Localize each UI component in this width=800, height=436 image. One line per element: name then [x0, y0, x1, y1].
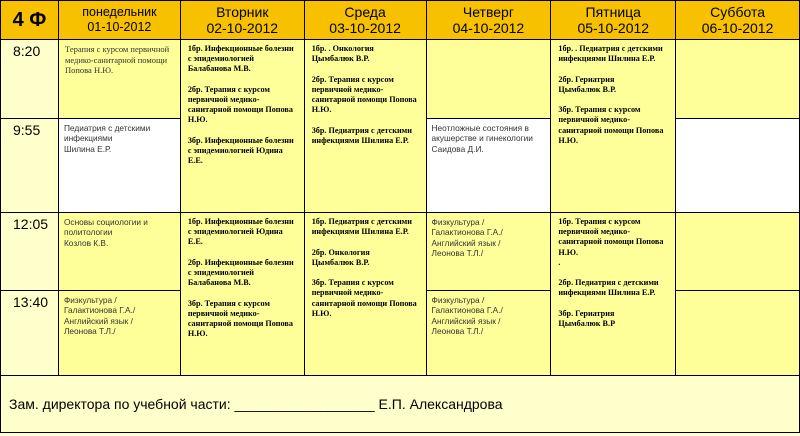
lesson-cell-thu-3: Физкультура / Галактионова Г.А./ Английский язык / Леонова Т.Л./ — [426, 213, 551, 291]
lesson-cell-thu-4: Физкультура / Галактионова Г.А./ Английский язык / Леонова Т.Л./ — [426, 291, 551, 376]
day-name: Суббота — [710, 4, 765, 20]
lesson-cell-sat-3 — [676, 213, 800, 291]
time-slot: 8:20 — [1, 40, 59, 119]
day-name: Пятница — [585, 4, 641, 20]
day-header-monday — [58, 1, 180, 40]
day-header-saturday — [676, 1, 800, 40]
day-name: Вторник — [216, 4, 269, 20]
lesson-cell-tue-am: 1бр. Инфекционные болезни с эпидемиологией Балабанова М.В. 2бр. Терапия с курсом первичной медико-санитарной помощи Попова Н.Ю. 3бр. Инфекционные болезни с эпидемиологией Юдина Е.Е. — [180, 40, 304, 213]
lesson-cell-tue-pm: 1бр. Инфекционные болезни с эпидемиологией Юдина Е.Е. 2бр. Инфекционные болезни с эпидемиологией Балабанова М.В. 3бр. Терапия с курсом первичной медико-санитарной помощи Попова Н.Ю. — [180, 213, 304, 376]
lesson-cell-mon-4: Физкультура / Галактионова Г.А./ Английский язык / Леонова Т.Л./ — [58, 291, 180, 376]
day-name: Четверг — [462, 4, 514, 20]
day-name: Среда — [344, 4, 386, 20]
lesson-cell-fri-pm: 1бр. Терапия с курсом первичной медико-санитарной помощи Попова Н.Ю. . 2бр. Педиатрия с детскими инфекциями Шилина Е.Р. 3бр. Гериатрия Цымбалюк В.Р — [551, 213, 676, 376]
header-row — [1, 1, 800, 40]
lesson-cell-mon-3: Основы социологии и политологии Козлов К.В. — [58, 213, 180, 291]
lesson-cell-mon-1: Терапия с курсом первичной медико-санитарной помощи Попова Н.Ю. — [58, 40, 180, 119]
day-date: 06-10-2012 — [701, 20, 774, 36]
time-slot: 13:40 — [1, 291, 59, 376]
day-date: 02-10-2012 — [206, 20, 279, 36]
footer-row — [1, 376, 800, 433]
time-slot: 12:05 — [1, 213, 59, 291]
lesson-cell-mon-2: Педиатрия с детскими инфекциями Шилина Е.Р. — [58, 119, 180, 213]
lesson-cell-wed-pm: 1бр. Педиатрия с детскими инфекциями Шилина Е.Р. 2бр. Онкология Цымбалюк В.Р. 3бр. Терапия с курсом первичной медико-санитарной помощи Попова Н.Ю. — [304, 213, 426, 376]
lesson-cell-wed-am: 1бр. . Онкология Цымбалюк В.Р. 2бр. Терапия с курсом первичной медико-санитарной помощи Попова Н.Ю. 3бр. Педиатрия с детскими инфекциями Шилина Е.Р. — [304, 40, 426, 213]
day-header-thursday — [426, 1, 551, 40]
period-row-3 — [1, 213, 800, 291]
lesson-cell-sat-1 — [676, 40, 800, 119]
lesson-cell-fri-am: 1бр. . Педиатрия с детскими инфекциями Шилина Е.Р. 2бр. Гериатрия Цымбалюк В.Р. 3бр. Терапия с курсом первичной медико-санитарной помощи Попова Н.Ю. — [551, 40, 676, 213]
time-slot: 9:55 — [1, 119, 59, 213]
day-header-tuesday — [180, 1, 304, 40]
lesson-cell-sat-2 — [676, 119, 800, 213]
day-header-wednesday — [304, 1, 426, 40]
day-date: 04-10-2012 — [452, 20, 525, 36]
day-header-friday — [551, 1, 676, 40]
signature-line: Зам. директора по учебной части: __________________ Е.П. Александрова — [1, 376, 800, 433]
day-date: 05-10-2012 — [577, 20, 650, 36]
day-date: 01-10-2012 — [87, 20, 152, 34]
period-row-1 — [1, 40, 800, 119]
group-label: 4 Ф — [1, 1, 59, 40]
lesson-cell-sat-4 — [676, 291, 800, 376]
lesson-cell-thu-2: Неотложные состояния в акушерстве и гинекологии Саидова Д.И. — [426, 119, 551, 213]
lesson-cell-thu-1 — [426, 40, 551, 119]
day-name: понедельник — [82, 5, 157, 19]
day-date: 03-10-2012 — [329, 20, 401, 36]
